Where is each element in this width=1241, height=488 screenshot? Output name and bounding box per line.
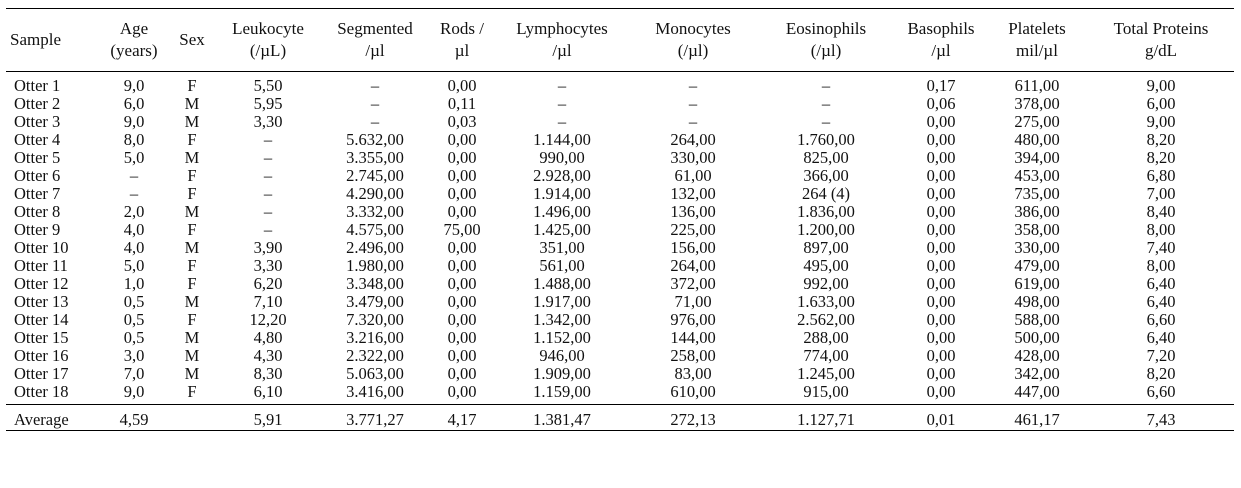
cell-eosinophils: – xyxy=(821,94,831,113)
cell-age: 3,0 xyxy=(123,346,145,365)
cell-lymphocytes: 351,00 xyxy=(539,238,585,257)
cell-total-proteins: 6,80 xyxy=(1146,166,1176,185)
average-row xyxy=(6,405,1234,431)
cell-age: 9,0 xyxy=(123,382,145,401)
cell-basophils: 0,00 xyxy=(926,130,956,149)
cell-platelets: 358,00 xyxy=(1014,220,1060,239)
cell-total-proteins: 8,20 xyxy=(1146,364,1176,383)
cell-platelets: 342,00 xyxy=(1014,364,1060,383)
cell-age: – xyxy=(129,184,139,203)
cell-lymphocytes: 990,00 xyxy=(539,148,585,167)
average-total-proteins: 7,43 xyxy=(1088,405,1234,431)
cell-monocytes: 225,00 xyxy=(670,220,716,239)
cell-leukocyte: 12,20 xyxy=(249,310,287,329)
cell-eosinophils: 288,00 xyxy=(803,328,849,347)
cell-leukocyte: 5,50 xyxy=(253,76,283,95)
cell-lymphocytes: 1.909,00 xyxy=(533,364,591,383)
cell-sex: F xyxy=(187,274,197,293)
cell-rods: 0,00 xyxy=(447,274,477,293)
table-row xyxy=(6,239,1234,257)
cell-rods: 0,00 xyxy=(447,382,477,401)
cell-rods: 0,00 xyxy=(447,364,477,383)
cell-lymphocytes: 2.928,00 xyxy=(533,166,591,185)
cell-eosinophils: 915,00 xyxy=(803,382,849,401)
cell-eosinophils: 992,00 xyxy=(803,274,849,293)
cell-total-proteins: 9,00 xyxy=(1146,76,1176,95)
header-segmented: Segmented /µl xyxy=(320,9,430,72)
cell-lymphocytes: – xyxy=(557,94,567,113)
cell-platelets: 378,00 xyxy=(1014,94,1060,113)
cell-age: 0,5 xyxy=(123,328,145,347)
cell-total-proteins: 8,00 xyxy=(1146,256,1176,275)
cell-leukocyte: 5,95 xyxy=(253,94,283,113)
header-age: Age (years) xyxy=(100,9,168,72)
cell-segmented: – xyxy=(370,94,380,113)
cell-total-proteins: 6,00 xyxy=(1146,94,1176,113)
cell-rods: 75,00 xyxy=(443,220,481,239)
cell-leukocyte: 3,90 xyxy=(253,238,283,257)
cell-monocytes: 372,00 xyxy=(670,274,716,293)
cell-total-proteins: 7,00 xyxy=(1146,184,1176,203)
cell-age: 4,0 xyxy=(123,220,145,239)
cell-basophils: 0,00 xyxy=(926,274,956,293)
cell-lymphocytes: 1.917,00 xyxy=(533,292,591,311)
header-monocytes: Monocytes (/µl) xyxy=(630,9,756,72)
cell-age: 0,5 xyxy=(123,292,145,311)
cell-leukocyte: 3,30 xyxy=(253,256,283,275)
cell-basophils: 0,00 xyxy=(926,292,956,311)
average-leukocyte: 5,91 xyxy=(216,405,320,431)
cell-segmented: 3.479,00 xyxy=(346,292,404,311)
cell-platelets: 479,00 xyxy=(1014,256,1060,275)
cell-segmented: 2.745,00 xyxy=(346,166,404,185)
cell-lymphocytes: – xyxy=(557,76,567,95)
cell-sex: F xyxy=(187,76,197,95)
cell-sex: M xyxy=(184,148,200,167)
table-header xyxy=(6,9,1234,72)
cell-rods: 0,00 xyxy=(447,202,477,221)
cell-eosinophils: – xyxy=(821,112,831,131)
average-monocytes: 272,13 xyxy=(630,405,756,431)
cell-age: 2,0 xyxy=(123,202,145,221)
average-platelets: 461,17 xyxy=(986,405,1088,431)
cell-basophils: 0,00 xyxy=(926,184,956,203)
cell-segmented: 2.496,00 xyxy=(346,238,404,257)
cell-monocytes: 976,00 xyxy=(670,310,716,329)
cell-total-proteins: 8,40 xyxy=(1146,202,1176,221)
cell-sample: Otter 5 xyxy=(14,148,61,167)
cell-rods: 0,11 xyxy=(447,94,477,113)
table-row xyxy=(6,95,1234,113)
cell-age: 9,0 xyxy=(123,76,145,95)
cell-basophils: 0,00 xyxy=(926,238,956,257)
header-rods: Rods / µl xyxy=(430,9,494,72)
header-sample: Sample xyxy=(6,9,100,72)
cell-age: 4,0 xyxy=(123,238,145,257)
cell-segmented: 5.063,00 xyxy=(346,364,404,383)
cell-sample: Otter 7 xyxy=(14,184,61,203)
cell-sex: F xyxy=(187,382,197,401)
cell-lymphocytes: 1.425,00 xyxy=(533,220,591,239)
cell-leukocyte: – xyxy=(263,220,273,239)
table-row xyxy=(6,203,1234,221)
cell-age: – xyxy=(129,166,139,185)
cell-age: 0,5 xyxy=(123,310,145,329)
cell-segmented: 3.332,00 xyxy=(346,202,404,221)
cell-platelets: 588,00 xyxy=(1014,310,1060,329)
cell-monocytes: – xyxy=(688,94,698,113)
cell-segmented: – xyxy=(370,112,380,131)
cell-leukocyte: – xyxy=(263,202,273,221)
cell-basophils: 0,17 xyxy=(926,76,956,95)
cell-sex: M xyxy=(184,292,200,311)
cell-segmented: 7.320,00 xyxy=(346,310,404,329)
table-row xyxy=(6,311,1234,329)
table-row xyxy=(6,383,1234,405)
cell-monocytes: 136,00 xyxy=(670,202,716,221)
cell-platelets: 735,00 xyxy=(1014,184,1060,203)
cell-monocytes: 156,00 xyxy=(670,238,716,257)
cell-leukocyte: 6,20 xyxy=(253,274,283,293)
cell-eosinophils: 1.760,00 xyxy=(797,130,855,149)
cell-basophils: 0,00 xyxy=(926,328,956,347)
cell-sex: M xyxy=(184,202,200,221)
cell-total-proteins: 6,60 xyxy=(1146,310,1176,329)
cell-total-proteins: 8,20 xyxy=(1146,148,1176,167)
cell-sex: F xyxy=(187,220,197,239)
cell-rods: 0,00 xyxy=(447,76,477,95)
cell-platelets: 500,00 xyxy=(1014,328,1060,347)
cell-rods: 0,00 xyxy=(447,310,477,329)
cell-total-proteins: 8,20 xyxy=(1146,130,1176,149)
cell-sex: M xyxy=(184,238,200,257)
cell-segmented: 3.355,00 xyxy=(346,148,404,167)
cell-monocytes: 264,00 xyxy=(670,256,716,275)
cell-basophils: 0,00 xyxy=(926,256,956,275)
average-segmented: 3.771,27 xyxy=(320,405,430,431)
header-total-proteins: Total Proteins g/dL xyxy=(1088,9,1234,72)
cell-sex: F xyxy=(187,310,197,329)
cell-rods: 0,00 xyxy=(447,166,477,185)
cell-sample: Otter 3 xyxy=(14,112,61,131)
average-age: 4,59 xyxy=(100,405,168,431)
cell-leukocyte: 8,30 xyxy=(253,364,283,383)
cell-monocytes: – xyxy=(688,76,698,95)
cell-sex: M xyxy=(184,94,200,113)
cell-lymphocytes: – xyxy=(557,112,567,131)
cell-monocytes: 610,00 xyxy=(670,382,716,401)
cell-segmented: 3.216,00 xyxy=(346,328,404,347)
cell-sample: Otter 2 xyxy=(14,94,61,113)
header-platelets: Platelets mil/µl xyxy=(986,9,1088,72)
cell-platelets: 428,00 xyxy=(1014,346,1060,365)
average-rods: 4,17 xyxy=(430,405,494,431)
cell-eosinophils: 825,00 xyxy=(803,148,849,167)
cell-age: 8,0 xyxy=(123,130,145,149)
table-row xyxy=(6,329,1234,347)
cell-total-proteins: 6,40 xyxy=(1146,274,1176,293)
cell-rods: 0,00 xyxy=(447,184,477,203)
cell-monocytes: 258,00 xyxy=(670,346,716,365)
table-body xyxy=(6,72,1234,405)
table-row xyxy=(6,131,1234,149)
cell-monocytes: 144,00 xyxy=(670,328,716,347)
cell-leukocyte: – xyxy=(263,184,273,203)
cell-age: 7,0 xyxy=(123,364,145,383)
table-row xyxy=(6,257,1234,275)
table-row xyxy=(6,167,1234,185)
cell-eosinophils: 774,00 xyxy=(803,346,849,365)
cell-leukocyte: – xyxy=(263,166,273,185)
header-leukocyte: Leukocyte (/µL) xyxy=(216,9,320,72)
cell-monocytes: 83,00 xyxy=(674,364,712,383)
cell-sex: M xyxy=(184,112,200,131)
cell-sample: Otter 16 xyxy=(14,346,69,365)
cell-age: 5,0 xyxy=(123,148,145,167)
table-row xyxy=(6,275,1234,293)
cell-sample: Otter 17 xyxy=(14,364,69,383)
table-row xyxy=(6,347,1234,365)
table-row xyxy=(6,293,1234,311)
cell-eosinophils: 1.245,00 xyxy=(797,364,855,383)
cell-basophils: 0,00 xyxy=(926,310,956,329)
cell-sex: M xyxy=(184,364,200,383)
cell-sample: Otter 18 xyxy=(14,382,69,401)
cell-platelets: 480,00 xyxy=(1014,130,1060,149)
cell-rods: 0,00 xyxy=(447,346,477,365)
cell-lymphocytes: 1.342,00 xyxy=(533,310,591,329)
cell-monocytes: 264,00 xyxy=(670,130,716,149)
cell-basophils: 0,00 xyxy=(926,346,956,365)
cell-platelets: 611,00 xyxy=(1014,76,1060,95)
header-eosinophils: Eosinophils (/µl) xyxy=(756,9,896,72)
cell-platelets: 330,00 xyxy=(1014,238,1060,257)
cell-eosinophils: 366,00 xyxy=(803,166,849,185)
table-footer xyxy=(6,405,1234,431)
cell-segmented: 1.980,00 xyxy=(346,256,404,275)
cell-total-proteins: 7,20 xyxy=(1146,346,1176,365)
cell-sample: Otter 14 xyxy=(14,310,69,329)
cell-rods: 0,00 xyxy=(447,256,477,275)
cell-eosinophils: 897,00 xyxy=(803,238,849,257)
cell-basophils: 0,00 xyxy=(926,220,956,239)
cell-lymphocytes: 1.488,00 xyxy=(533,274,591,293)
cell-segmented: 3.416,00 xyxy=(346,382,404,401)
cell-sample: Otter 4 xyxy=(14,130,61,149)
cell-leukocyte: 4,80 xyxy=(253,328,283,347)
cell-leukocyte: 4,30 xyxy=(253,346,283,365)
cell-basophils: 0,00 xyxy=(926,112,956,131)
cell-segmented: 2.322,00 xyxy=(346,346,404,365)
cell-lymphocytes: 1.496,00 xyxy=(533,202,591,221)
cell-age: 6,0 xyxy=(123,94,145,113)
cell-rods: 0,00 xyxy=(447,238,477,257)
table-row xyxy=(6,113,1234,131)
cell-basophils: 0,00 xyxy=(926,202,956,221)
cell-rods: 0,00 xyxy=(447,130,477,149)
cell-leukocyte: – xyxy=(263,130,273,149)
cell-eosinophils: 1.200,00 xyxy=(797,220,855,239)
cell-segmented: 3.348,00 xyxy=(346,274,404,293)
cell-sample: Otter 9 xyxy=(14,220,61,239)
cell-age: 1,0 xyxy=(123,274,145,293)
cell-monocytes: 61,00 xyxy=(674,166,712,185)
cell-monocytes: 132,00 xyxy=(670,184,716,203)
table-row xyxy=(6,185,1234,203)
cell-rods: 0,00 xyxy=(447,148,477,167)
cell-total-proteins: 6,60 xyxy=(1146,382,1176,401)
cell-total-proteins: 8,00 xyxy=(1146,220,1176,239)
cell-basophils: 0,00 xyxy=(926,166,956,185)
hematology-table xyxy=(6,8,1234,431)
header-sex: Sex xyxy=(168,9,216,72)
cell-segmented: – xyxy=(370,76,380,95)
cell-sample: Otter 15 xyxy=(14,328,69,347)
cell-sex: F xyxy=(187,166,197,185)
cell-rods: 0,03 xyxy=(447,112,477,131)
cell-sex: F xyxy=(187,184,197,203)
cell-sex: F xyxy=(187,256,197,275)
cell-lymphocytes: 1.914,00 xyxy=(533,184,591,203)
table-row xyxy=(6,221,1234,239)
average-sex xyxy=(168,405,216,431)
cell-rods: 0,00 xyxy=(447,292,477,311)
cell-platelets: 447,00 xyxy=(1014,382,1060,401)
cell-platelets: 386,00 xyxy=(1014,202,1060,221)
cell-basophils: 0,00 xyxy=(926,148,956,167)
average-eosinophils: 1.127,71 xyxy=(756,405,896,431)
cell-basophils: 0,00 xyxy=(926,382,956,401)
cell-lymphocytes: 1.152,00 xyxy=(533,328,591,347)
cell-eosinophils: 1.836,00 xyxy=(797,202,855,221)
cell-monocytes: – xyxy=(688,112,698,131)
cell-sample: Otter 12 xyxy=(14,274,69,293)
cell-segmented: 4.575,00 xyxy=(346,220,404,239)
cell-total-proteins: 6,40 xyxy=(1146,328,1176,347)
cell-sex: F xyxy=(187,130,197,149)
cell-eosinophils: 2.562,00 xyxy=(797,310,855,329)
cell-lymphocytes: 561,00 xyxy=(539,256,585,275)
cell-sample: Otter 1 xyxy=(14,76,61,95)
cell-sample: Otter 6 xyxy=(14,166,61,185)
cell-eosinophils: – xyxy=(821,76,831,95)
cell-sample: Otter 13 xyxy=(14,292,69,311)
cell-platelets: 275,00 xyxy=(1014,112,1060,131)
cell-leukocyte: 6,10 xyxy=(253,382,283,401)
cell-platelets: 498,00 xyxy=(1014,292,1060,311)
cell-rods: 0,00 xyxy=(447,328,477,347)
cell-sex: M xyxy=(184,346,200,365)
cell-leukocyte: – xyxy=(263,148,273,167)
cell-monocytes: 330,00 xyxy=(670,148,716,167)
cell-sample: Otter 10 xyxy=(14,238,69,257)
cell-sex: M xyxy=(184,328,200,347)
cell-monocytes: 71,00 xyxy=(674,292,712,311)
average-sample: Average xyxy=(6,405,100,431)
cell-age: 5,0 xyxy=(123,256,145,275)
table-row xyxy=(6,365,1234,383)
cell-platelets: 453,00 xyxy=(1014,166,1060,185)
cell-total-proteins: 9,00 xyxy=(1146,112,1176,131)
cell-leukocyte: 7,10 xyxy=(253,292,283,311)
average-lymphocytes: 1.381,47 xyxy=(494,405,630,431)
cell-sample: Otter 11 xyxy=(14,256,68,275)
cell-segmented: 4.290,00 xyxy=(346,184,404,203)
cell-platelets: 619,00 xyxy=(1014,274,1060,293)
cell-lymphocytes: 946,00 xyxy=(539,346,585,365)
cell-eosinophils: 264 (4) xyxy=(801,184,851,203)
cell-lymphocytes: 1.159,00 xyxy=(533,382,591,401)
header-basophils: Basophils /µl xyxy=(896,9,986,72)
table-row xyxy=(6,149,1234,167)
cell-platelets: 394,00 xyxy=(1014,148,1060,167)
cell-total-proteins: 7,40 xyxy=(1146,238,1176,257)
cell-basophils: 0,06 xyxy=(926,94,956,113)
cell-eosinophils: 1.633,00 xyxy=(797,292,855,311)
average-basophils: 0,01 xyxy=(896,405,986,431)
header-lymphocytes: Lymphocytes /µl xyxy=(494,9,630,72)
cell-lymphocytes: 1.144,00 xyxy=(533,130,591,149)
cell-segmented: 5.632,00 xyxy=(346,130,404,149)
table-row xyxy=(6,72,1234,96)
cell-basophils: 0,00 xyxy=(926,364,956,383)
cell-sample: Otter 8 xyxy=(14,202,61,221)
cell-eosinophils: 495,00 xyxy=(803,256,849,275)
cell-leukocyte: 3,30 xyxy=(253,112,283,131)
cell-total-proteins: 6,40 xyxy=(1146,292,1176,311)
cell-age: 9,0 xyxy=(123,112,145,131)
